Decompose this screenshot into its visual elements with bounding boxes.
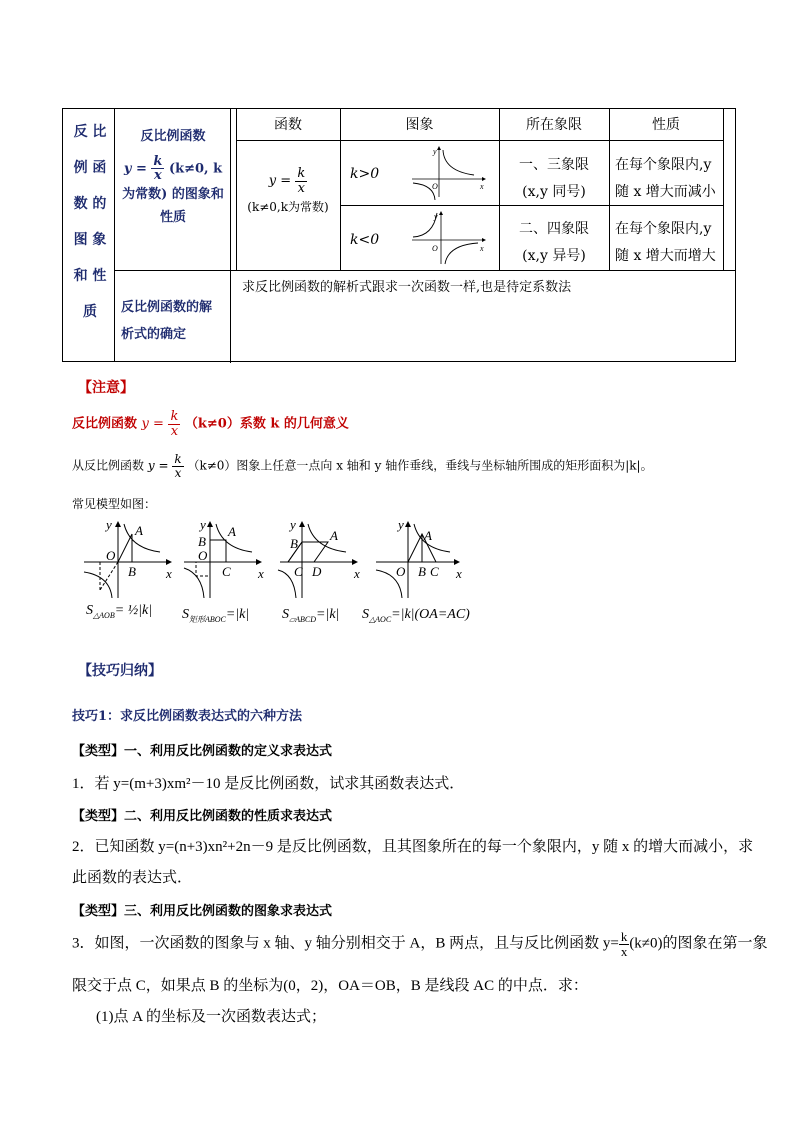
svg-text:B: B [198,534,206,549]
property-k-positive [615,152,725,205]
case-k-negative: k<0 [350,232,380,248]
caption-post: =|k|(OA=AC) [391,607,470,622]
type-3-heading: 【类型】三、利用反比例函数的图象求表达式 [72,904,333,919]
sub1-k: k [153,153,163,169]
note-line3: 常见模型如图： [72,497,157,511]
func-k: k [297,166,306,181]
svg-text:B: B [290,536,298,551]
row-header-line: 质 [83,304,97,320]
model-1-triangle-aob [84,518,172,598]
skills-title: 【技巧归纳】 [78,663,162,679]
sub1-x: x [154,168,162,184]
col-header-graph: 图象 [405,117,434,133]
svg-text:y: y [106,518,112,532]
note-line1-post: （k≠0）系数 k 的几何意义 [184,416,349,432]
svg-text:D: D [312,564,322,579]
table-divider [230,109,231,363]
svg-text:B: B [418,564,426,579]
caption-sub: ▱ABCD [289,614,317,624]
quadrant-k-positive [499,152,609,205]
q3-x: x [620,943,628,959]
svg-text:y: y [398,518,404,532]
model-3-parallelogram-abcd [278,518,360,598]
hyperbola-k-negative-graph [408,210,490,266]
skill-1-heading: 技巧1：求反比例函数表达式的六种方法 [72,709,303,724]
q3-line1-pre: 3．如图，一次函数的图象与 x 轴、y 轴分别相交于 A，B 两点，且与反比例函数 y= [72,935,619,952]
svg-text:C: C [222,564,231,579]
quadrant-line: (x,y 同号) [522,183,586,200]
sub1-formula [119,155,227,183]
caption-post: = ½|k| [114,603,153,618]
svg-text:x: x [166,566,172,581]
property-line: 随 x 增大而减小 [615,183,716,200]
sub1-line4: 性质 [159,210,186,226]
property-line: 在每个象限内,y [615,221,712,237]
type-1-heading: 【类型】一、利用反比例函数的定义求表达式 [72,744,333,759]
sub1-y: y = [123,161,147,177]
table-divider [609,109,610,270]
caption-s: S [282,607,289,622]
table-divider [340,109,341,270]
sub1-cond: (k≠0, k [168,161,223,177]
caption-post: =|k| [316,607,340,622]
note-line2-post: （k≠0）图象上任意一点向 x 轴和 y 轴作垂线，垂线与坐标轴所围成的矩形面积为|k|。 [187,458,653,473]
model-2-rectangle-aboc [184,518,264,598]
question-3-line1 [72,930,768,958]
caption-s: S [182,607,189,622]
svg-text:B: B [128,564,136,579]
caption-post: =|k| [225,607,250,622]
sub2-line1: 反比例函数的解 [121,300,213,315]
svg-text:A: A [424,528,432,543]
sub1-line1: 反比例函数 [140,129,206,144]
svg-text:x: x [480,182,484,191]
svg-text:O: O [432,244,438,253]
caption-sub: △AOC [369,614,392,624]
col-header-property: 性质 [652,117,680,133]
svg-text:O: O [432,182,438,191]
sub-header-1 [119,129,227,226]
svg-text:A: A [228,524,236,539]
question-2-line1: 2．已知函数 y=(n+3)xn²+2n－9 是反比例函数，且其图象所在的每一个象限内，y 随 x 的增大而减小，求 [72,839,754,855]
note-line2-pre: 从反比例函数 [72,458,145,473]
quadrant-k-negative [499,216,609,269]
property-line: 在每个象限内,y [615,157,712,173]
properties-table [62,108,736,362]
question-3-line2: 限交于点 C，如果点 B 的坐标为(0，2)，OA＝OB，B 是线段 AC 的中点．求： [72,978,588,994]
property-line: 随 x 增大而增大 [615,247,716,264]
svg-text:A: A [330,528,338,543]
row-header-line: 反 比 [73,124,107,140]
col-header-function: 函数 [274,117,302,133]
sub-header-2 [121,294,229,349]
note-fraction-2: $\frac{k}{x}$ [174,452,182,480]
func-fraction [295,167,307,195]
note-line2: 从反比例函数 y = $\frac{k}{x}$ （k≠0）图象上任意一点向 x 轴和 y 轴作垂线，垂线与坐标轴所围成的矩形面积为|k|。 [72,452,653,480]
sub2-text: 求反比例函数的解析式跟求一次函数一样,也是待定系数法 [242,280,572,295]
svg-text:C: C [430,564,439,579]
svg-text:O: O [106,548,116,563]
hyperbola-k-positive-graph [408,145,490,201]
quadrant-line: 二、四象限 [519,221,589,237]
svg-text:x: x [258,566,264,581]
caption-s: S [362,607,369,622]
svg-text:y: y [200,518,206,532]
model-1-caption [86,603,152,620]
row-header-line: 和 性 [73,268,107,284]
quadrant-line: (x,y 异号) [522,247,586,264]
property-k-negative [615,216,725,269]
sub1-fraction [151,155,164,183]
svg-text:y: y [290,518,296,532]
caption-sub: △AOB [93,610,115,620]
svg-text:A: A [135,523,143,538]
model-3-caption [282,607,339,624]
model-4-caption [362,607,470,624]
svg-text:x: x [480,244,484,253]
row-header-line: 数 的 [73,196,107,212]
function-cell [236,167,340,213]
q3-line1-post: (k≠0)的图象在第一象 [629,935,768,952]
func-y: y = [268,173,292,189]
note-fraction: $\frac{k}{x}$ [170,409,179,439]
svg-text:x: x [456,566,462,581]
row-header-line: 图 象 [73,232,107,248]
caption-sub: 矩形ABOC [189,614,226,624]
question-3-sub1: (1)点 A 的坐标及一次函数表达式； [96,1009,326,1025]
question-1: 1．若 y=(m+3)xm²－10 是反比例函数，试求其函数表达式． [72,776,465,792]
table-divider [114,109,115,361]
quadrant-line: 一、三象限 [519,157,589,173]
note-title: 【注意】 [78,380,134,396]
func-x: x [297,180,305,196]
col-header-quadrant: 所在象限 [526,117,582,133]
row-header [69,125,111,319]
table-divider [236,140,723,141]
func-cond: (k≠0,k为常数) [247,200,329,215]
note-line1: 反比例函数 y = $\frac{k}{x}$ （k≠0）系数 k 的几何意义 [72,409,349,439]
row-header-line: 例 函 [73,160,107,176]
svg-text:C: C [294,564,303,579]
note-line1-pre: 反比例函数 [72,416,138,432]
caption-s: S [86,603,93,618]
q3-fraction [619,930,630,958]
svg-text:y: y [433,147,437,156]
svg-text:O: O [198,548,208,563]
question-2-line2: 此函数的表达式． [72,870,193,886]
model-4-triangle-aoc [376,518,462,598]
sub2-line2: 析式的确定 [121,327,187,343]
svg-text:y: y [434,212,438,221]
model-2-caption [182,607,249,625]
table-divider [114,270,736,271]
type-2-heading: 【类型】二、利用反比例函数的性质求表达式 [72,809,333,824]
sub1-line3: 为常数) 的图象和 [122,186,224,202]
q3-k: k [620,929,628,944]
svg-text:O: O [396,564,406,579]
svg-text:x: x [354,566,360,581]
case-k-positive: k>0 [350,166,380,182]
